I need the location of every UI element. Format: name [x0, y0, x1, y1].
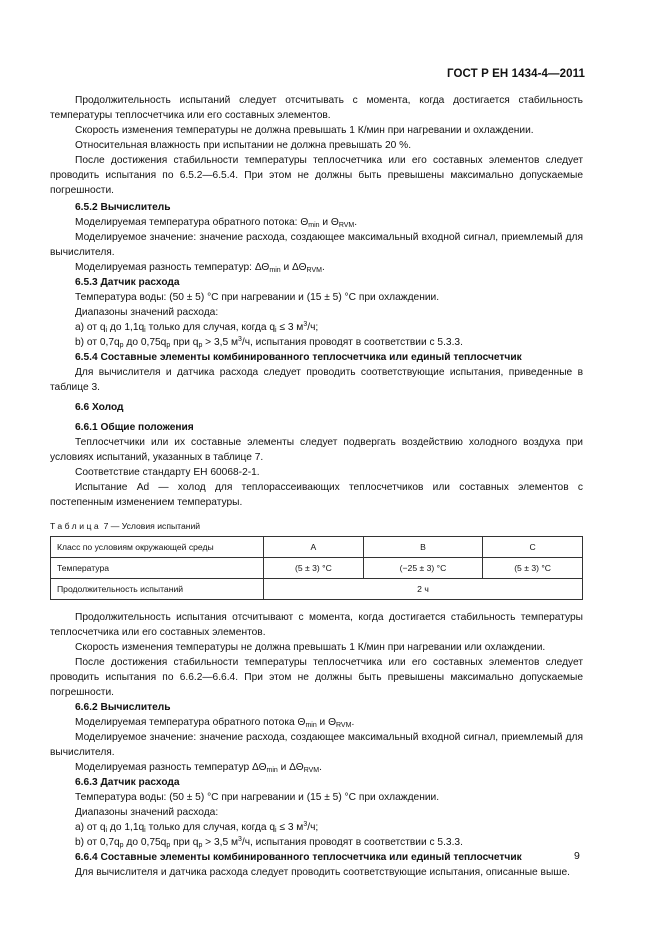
paragraph: Моделируемое значение: значение расхода, создающее максимальный входной сигнал, приемлемый для вычислителя.	[50, 232, 583, 258]
table-caption: Таблица 7 — Условия испытаний	[50, 521, 201, 531]
simulated-temperature-difference: Моделируемая разность температур: $\Delta\Theta_{min}$ и $\Delta\Theta_{RVM}$.	[75, 262, 325, 274]
table-test-conditions	[50, 536, 583, 600]
flow-ranges-label: Диапазоны значений расхода:	[75, 307, 219, 318]
document-header: ГОСТ Р ЕН 1434-4—2011	[447, 68, 585, 80]
table-header-cell: В	[363, 537, 482, 558]
flow-range-a: а) от $q_i$ до $1,1q_i$ только для случая, когда $q_i \le 3$ $м^3/ч$;	[75, 321, 319, 334]
paragraph: Для вычислителя и датчика расхода следует проводить соответствующие испытания, приведенные в таблице 3.	[50, 367, 583, 393]
table-header-cell: А	[264, 537, 364, 558]
section-heading-6-6-2: 6.6.2 Вычислитель	[75, 702, 171, 713]
simulated-return-temperature: Моделируемая температура обратного потока: $\Theta_{min}$ и $\Theta_{RVM}$.	[75, 217, 358, 229]
table-cell: Температура	[51, 558, 264, 579]
table-cell: 2 ч	[264, 579, 583, 600]
water-temperature: Температура воды: (50 ± 5) °С при нагревании и (15 ± 5) °С при охлаждении.	[75, 792, 440, 803]
paragraph: После достижения стабильности температуры теплосчетчика или его составных элементов следует проводить испытания по 6.5.2—6.5.4. При этом не должны быть превышены максимально допускаемые погрешности.	[50, 155, 583, 196]
paragraph: Моделируемое значение: значение расхода, создающее максимальный входной сигнал, приемлемый для вычислителя.	[50, 732, 583, 758]
section-heading-6-6-3: 6.6.3 Датчик расхода	[75, 777, 180, 788]
page-content	[50, 93, 583, 880]
flow-range-a: а) от $q_i$ до $1,1q_i$ только для случая, когда $q_i \le 3$ $м^3/ч$;	[75, 821, 319, 834]
table-cell: Продолжительность испытаний	[51, 579, 264, 600]
section-heading-6-6-1: 6.6.1 Общие положения	[75, 422, 194, 433]
paragraph: Скорость изменения температуры не должна превышать 1 К/мин при нагревании и охлаждении.	[75, 125, 534, 136]
flow-ranges-label: Диапазоны значений расхода:	[75, 807, 219, 818]
simulated-return-temperature: Моделируемая температура обратного потока $\Theta_{min}$ и $\Theta_{RVM}$.	[75, 717, 355, 729]
table-row	[51, 579, 583, 600]
table-header-cell: С	[483, 537, 583, 558]
paragraph: Относительная влажность при испытании не должна превышать 20 %.	[75, 140, 412, 151]
section-heading-6-6: 6.6 Холод	[75, 402, 124, 413]
table-row	[51, 558, 583, 579]
paragraph: Продолжительность испытаний следует отсчитывать с момента, когда достигается стабильность температуры теплосчетчика или его составных элементов.	[50, 95, 583, 121]
paragraph: Скорость изменения температуры не должна превышать 1 К/мин при нагревании или охлаждении.	[75, 642, 546, 653]
simulated-temperature-difference: Моделируемая разность температур $\Delta\Theta_{min}$ и $\Delta\Theta_{RVM}$.	[75, 762, 322, 774]
page-number: 9	[574, 850, 580, 862]
flow-range-b: b) от $0,7q_p$ до $0,75q_p$ при $q_p > 3,5$ $м^3/ч$, испытания проводят в соответствии с 5.3.3.	[75, 836, 463, 849]
paragraph: Соответствие стандарту ЕН 60068-2-1.	[75, 467, 260, 478]
paragraph: После достижения стабильности температуры теплосчетчика или его составных элементов следует проводить испытания по 6.6.2—6.6.4. При этом не должны быть превышены максимально допускаемые погрешности.	[50, 657, 583, 698]
section-heading-6-6-4: 6.6.4 Составные элементы комбинированного теплосчетчика или единый теплосчетчик	[75, 852, 522, 863]
paragraph: Испытание Ad — холод для теплорассеивающих теплосчетчиков или составных элементов с постепенным изменением температуры.	[50, 482, 583, 508]
paragraph: Продолжительность испытания отсчитывают с момента, когда достигается стабильность температуры теплосчетчика или его составных элементов.	[50, 612, 583, 638]
table-header-row	[51, 537, 583, 558]
paragraph: Для вычислителя и датчика расхода следует проводить соответствующие испытания, описанные выше.	[75, 867, 570, 878]
table-cell: (5 ± 3) °С	[483, 558, 583, 579]
section-heading-6-5-2: 6.5.2 Вычислитель	[75, 202, 171, 213]
flow-range-b: b) от $0,7q_p$ до $0,75q_p$ при $q_p > 3,5$ $м^3/ч$, испытания проводят в соответствии с 5.3.3.	[75, 336, 463, 349]
table-cell: (−25 ± 3) °С	[363, 558, 482, 579]
paragraph: Теплосчетчики или их составные элементы следует подвергать воздействию холодного воздуха при условиях испытаний, указанных в таблице 7.	[50, 437, 583, 463]
water-temperature: Температура воды: (50 ± 5) °С при нагревании и (15 ± 5) °С при охлаждении.	[75, 292, 440, 303]
section-heading-6-5-3: 6.5.3 Датчик расхода	[75, 277, 180, 288]
section-heading-6-5-4: 6.5.4 Составные элементы комбинированного теплосчетчика или единый теплосчетчик	[75, 352, 522, 363]
table-cell: (5 ± 3) °С	[264, 558, 364, 579]
table-header-cell: Класс по условиям окружающей среды	[51, 537, 264, 558]
